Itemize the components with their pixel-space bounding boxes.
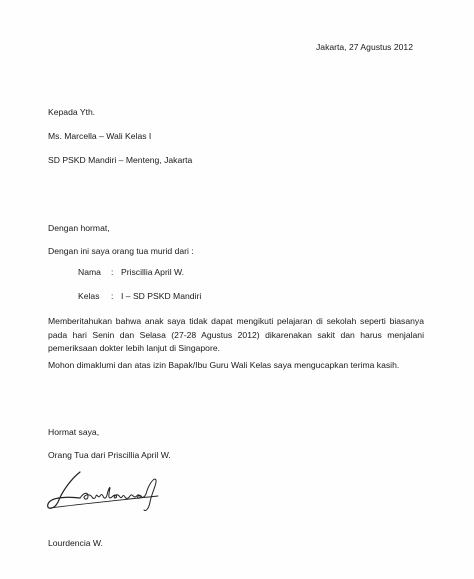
body-paragraph: Memberitahukan bahwa anak saya tidak dapat mengikuti pelajaran di sekolah seperti biasanya pada hari Senin dan Selasa (27-28 Agustus 2012) dikarenakan sakit dan harus menjalani pemeriksaan dokter lebih lanjut di Singapore. (48, 316, 424, 354)
recipient-header: Kepada Yth. (48, 107, 96, 117)
field-label: Nama (78, 267, 101, 277)
sender-line: Orang Tua dari Priscillia April W. (48, 450, 171, 460)
field-value: I – SD PSKD Mandiri (121, 291, 202, 301)
field-label: Kelas (78, 291, 100, 301)
field-value: Priscillia April W. (121, 267, 185, 277)
handwritten-signature (40, 466, 180, 516)
closing-paragraph: Mohon dimaklumi dan atas izin Bapak/Ibu Guru Wali Kelas saya mengucapkan terima kasih. (48, 360, 400, 370)
field-colon: : (111, 267, 114, 277)
recipient-school: SD PSKD Mandiri – Menteng, Jakarta (48, 155, 193, 165)
salutation: Dengan hormat, (48, 223, 110, 233)
complimentary-close: Hormat saya, (48, 427, 100, 437)
signer-name: Lourdencia W. (48, 538, 103, 548)
field-colon: : (111, 291, 114, 301)
recipient-name: Ms. Marcella – Wali Kelas I (48, 131, 152, 141)
intro-line: Dengan ini saya orang tua murid dari : (48, 246, 194, 256)
letter-date: Jakarta, 27 Agustus 2012 (316, 42, 413, 52)
